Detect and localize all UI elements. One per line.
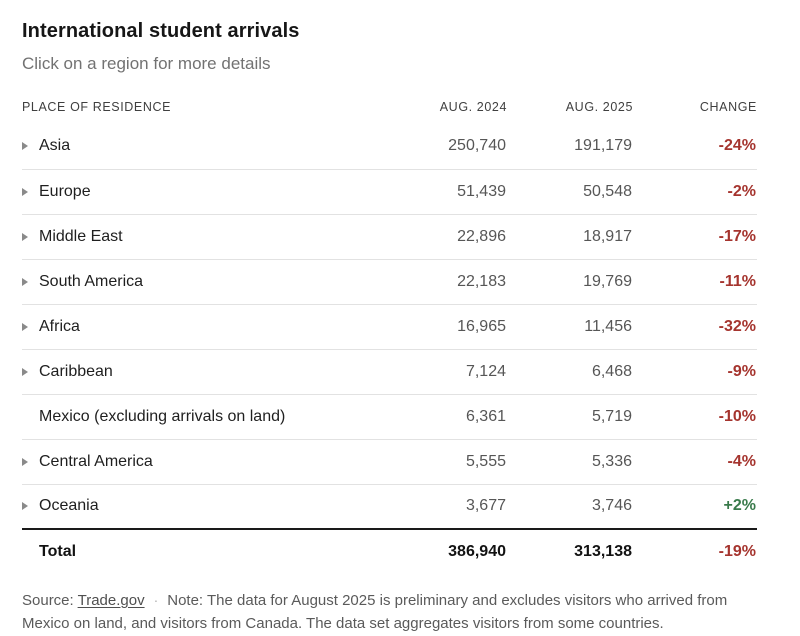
total-aug-2024: 386,940 bbox=[448, 543, 506, 560]
col-header-aug-2024: AUG. 2024 bbox=[439, 100, 507, 114]
value-change: -10% bbox=[718, 407, 756, 425]
region-label[interactable]: Middle East bbox=[22, 214, 382, 259]
value-aug-2024: 3,677 bbox=[465, 497, 506, 515]
value-change: +2% bbox=[723, 497, 756, 515]
value-aug-2024: 22,183 bbox=[457, 272, 506, 290]
value-aug-2025: 3,746 bbox=[591, 497, 632, 515]
arrivals-table bbox=[22, 100, 757, 574]
value-change: -24% bbox=[718, 137, 756, 155]
col-header-change: CHANGE bbox=[699, 100, 757, 114]
source-label: Source: bbox=[22, 592, 78, 609]
value-aug-2025: 6,468 bbox=[591, 362, 632, 380]
value-aug-2025: 11,456 bbox=[584, 317, 632, 335]
value-aug-2024: 5,555 bbox=[465, 452, 506, 470]
separator-dot: · bbox=[153, 592, 159, 608]
total-aug-2025: 313,138 bbox=[574, 543, 632, 560]
value-change: -9% bbox=[727, 362, 756, 380]
table-row[interactable] bbox=[22, 439, 757, 484]
region-label[interactable]: Africa bbox=[22, 304, 382, 349]
table-row[interactable] bbox=[22, 304, 757, 349]
value-aug-2024: 51,439 bbox=[457, 182, 506, 200]
table-row[interactable] bbox=[22, 124, 757, 169]
expand-arrow-icon bbox=[22, 502, 28, 510]
expand-arrow-icon bbox=[22, 142, 28, 150]
value-aug-2024: 7,124 bbox=[465, 362, 506, 380]
value-aug-2025: 50,548 bbox=[583, 182, 632, 200]
note-text: Note: The data for August 2025 is preliminary and excludes visitors who arrived from Mexico on land, and visitors from Canada. The data set aggregates visitors from some countries. bbox=[22, 592, 728, 632]
total-label: Total bbox=[39, 543, 77, 560]
region-label[interactable]: South America bbox=[22, 259, 382, 304]
region-label[interactable]: Asia bbox=[22, 124, 382, 169]
expand-arrow-icon bbox=[22, 323, 28, 331]
region-label[interactable]: Caribbean bbox=[22, 349, 382, 394]
region-label[interactable]: Europe bbox=[22, 169, 382, 214]
expand-arrow-icon bbox=[22, 188, 28, 196]
table-row[interactable] bbox=[22, 169, 757, 214]
source-link[interactable]: Trade.gov bbox=[77, 592, 145, 609]
value-change: -11% bbox=[719, 272, 756, 290]
col-header-place: PLACE OF RESIDENCE bbox=[22, 100, 172, 114]
page-subtitle: Click on a region for more details bbox=[22, 54, 271, 73]
expand-arrow-icon bbox=[22, 458, 28, 466]
value-aug-2024: 16,965 bbox=[457, 317, 506, 335]
expand-arrow-icon bbox=[22, 368, 28, 376]
region-label[interactable]: Central America bbox=[22, 439, 382, 484]
value-aug-2025: 5,719 bbox=[591, 407, 632, 425]
value-aug-2025: 19,769 bbox=[583, 272, 632, 290]
table-row[interactable] bbox=[22, 259, 757, 304]
value-aug-2024: 250,740 bbox=[448, 137, 506, 155]
page-title: International student arrivals bbox=[22, 20, 300, 42]
region-label[interactable]: Oceania bbox=[22, 484, 382, 529]
table-row bbox=[22, 394, 757, 439]
value-change: -4% bbox=[727, 452, 756, 470]
table-row[interactable] bbox=[22, 349, 757, 394]
value-aug-2025: 5,336 bbox=[591, 452, 632, 470]
col-header-aug-2025: AUG. 2025 bbox=[565, 100, 633, 114]
value-aug-2024: 22,896 bbox=[457, 227, 506, 245]
table-row[interactable] bbox=[22, 484, 757, 529]
table-row[interactable] bbox=[22, 214, 757, 259]
table-body bbox=[22, 124, 757, 529]
value-change: -2% bbox=[727, 182, 756, 200]
value-aug-2025: 191,179 bbox=[574, 137, 632, 155]
region-label: Mexico (excluding arrivals on land) bbox=[39, 407, 286, 425]
value-aug-2024: 6,361 bbox=[465, 407, 506, 425]
expand-arrow-icon bbox=[22, 278, 28, 286]
table-header-row bbox=[22, 100, 757, 124]
total-change: -19% bbox=[718, 543, 756, 560]
value-change: -17% bbox=[718, 227, 756, 245]
expand-arrow-icon bbox=[22, 233, 28, 241]
value-aug-2025: 18,917 bbox=[583, 227, 632, 245]
total-row bbox=[22, 529, 757, 574]
value-change: -32% bbox=[718, 317, 756, 335]
source-note bbox=[22, 590, 757, 635]
student-arrivals-card bbox=[22, 0, 757, 635]
